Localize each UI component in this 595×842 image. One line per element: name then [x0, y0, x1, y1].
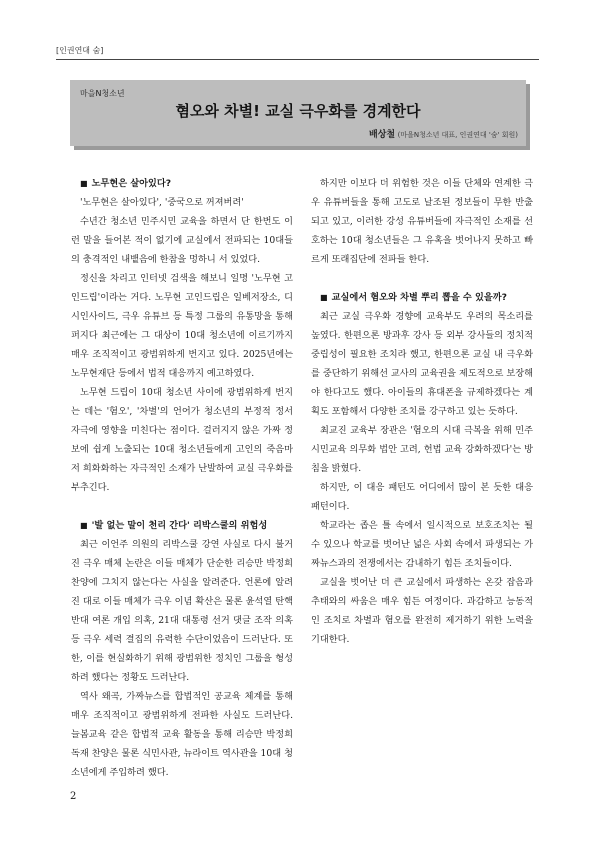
paragraph: 교실을 벗어난 더 큰 교실에서 파생하는 온갖 잡음과 추태와의 싸움은 매우 힘든 여정이다. 과감하고 능동적인 조치로 차별과 혐오를 완전히 제거하기 위한 노력을 기대한다.	[311, 577, 533, 645]
paragraph: 정신을 차리고 인터넷 검색을 해보니 일명 '노무현 고인드립'이라는 거다. 노무현 고인드립은 일베저장소, 디시인사이드, 극우 유튜브 등 특정 그룹의 유통망을 통해 퍼지다 최근에는 그 대상이 10대 청소년에 이르기까지 매우 조직적이고 광범위하게 번지고 있다. 2025년에는 노무현재단 등에서 법적 대응까지 예고하였다.	[71, 273, 293, 379]
title-banner	[70, 80, 526, 146]
paragraph: 하지만 이보다 더 위험한 것은 이들 단체와 연계한 극우 유튜버들을 통해 고도로 날조된 정보들이 무한 반출되고 있고, 이러한 강성 유튜버들에 자극적인 소재를 선호하는 10대 청소년들은 그 유혹을 벗어나지 못하고 빠르게 또래집단에 전파들 한다.	[311, 178, 533, 265]
left-column	[71, 174, 293, 782]
paragraph: 학교라는 좁은 틀 속에서 일시적으로 보호조치는 될 수 있으나 학교를 벗어난 넓은 사회 속에서 파생되는 가짜뉴스과의 전쟁에서는 감내하기 힘든 조치들이다.	[311, 520, 533, 569]
section-heading-text: '발 없는 말이 천리 간다' 리박스쿨의 위험성	[91, 520, 268, 531]
paragraph: '노무현은 살아있다', '중국으로 꺼져버려'	[80, 197, 244, 208]
paragraph: 최근 이언주 의원의 리박스쿨 강연 사실로 다시 불거진 극우 매체 논란은 이들 매체가 단순한 리승만 박정희 찬양에 그치지 않는다는 사실을 알려준다. 언론에 알려진 대로 이들 매체가 극우 이념 확산은 물론 윤석열 탄핵 반대 여론 개입 의혹, 21대 대통령 선거 댓글 조작 의혹 등 극우 세력 결집의 유력한 수단이었음이 드러난다. 또한, 이를 현실화하기 위해 광범위한 정치인 그룹을 형성하려 했다는 정황도 드러난다.	[71, 539, 293, 683]
section-heading-text: 교실에서 혐오와 차별 뿌리 뽑을 수 있을까?	[331, 292, 507, 303]
right-column	[311, 174, 533, 649]
header-rule	[56, 59, 539, 60]
section-heading	[71, 516, 293, 535]
paragraph: 하지만, 이 대응 패턴도 어디에서 많이 본 듯한 대응 패턴이다.	[311, 482, 533, 512]
paragraph: 최교진 교육부 장관은 '혐오의 시대 극복을 위해 민주시민교육 의무화 법안 고려, 헌법 교육 강화하겠다'는 방침을 밝혔다.	[311, 425, 533, 474]
paragraph: 수년간 청소년 민주시민 교육을 하면서 단 한번도 이런 말을 들어본 적이 없기에 교실에서 전파되는 10대들의 충격적인 내뱉음에 한참을 멍하니 서 있었다.	[71, 216, 293, 265]
running-header-label: [인권연대 숨]	[56, 46, 104, 55]
page-number: 2	[70, 791, 77, 802]
paragraph: 역사 왜곡, 가짜뉴스를 합법적인 공교육 체계를 통해 매우 조직적이고 광범위하게 전파한 사실도 드러난다. 늘봄교육 같은 합법적 교육 활동을 통해 리승만 박정희 독재 찬양은 물론 식민사관, 뉴라이트 역사관을 10대 청소년에게 주입하려 했다.	[71, 691, 293, 778]
black-square-icon: ■	[320, 293, 328, 302]
paragraph: 노무현 드립이 10대 청소년 사이에 광범위하게 번지는 데는 '혐오', '차별'의 언어가 청소년의 부정적 정서 자극에 영향을 미친다는 점이다. 걸러지지 않은 가짜 정보에 쉽게 노출되는 10대 청소년들에게 고인의 죽음마저 희화화하는 자극적인 소재가 난발하여 교실 극우화를 부추긴다.	[71, 387, 293, 493]
category-label: 마을N청소년	[80, 89, 125, 98]
black-square-icon: ■	[80, 521, 88, 530]
section-gap	[311, 269, 533, 288]
section-heading	[311, 288, 533, 307]
section-heading	[71, 174, 293, 193]
paragraph: 최근 교실 극우화 경향에 교육부도 우려의 목소리를 높였다. 한편으론 방과후 강사 등 외부 강사들의 정치적 중립성이 필요한 조치라 했고, 한편으론 교실 내 극우화를 중단하기 위해선 교사의 교육권을 제도적으로 보장해야 한다고도 했다. 아이들의 휴대폰을 규제하겠다는 계획도 포함해서 다양한 조치를 강구하고 있는 듯하다.	[311, 311, 533, 417]
article-title: 혐오와 차별! 교실 극우화를 경계한다	[175, 102, 421, 120]
byline	[369, 127, 518, 140]
black-square-icon: ■	[80, 179, 88, 188]
author-affiliation: (마을N청소년 대표, 인권연대 '숨' 회원)	[397, 131, 518, 139]
section-heading-text: 노무현은 살아있다?	[91, 178, 172, 189]
section-gap	[71, 497, 293, 516]
author-name: 배상철	[369, 130, 396, 140]
